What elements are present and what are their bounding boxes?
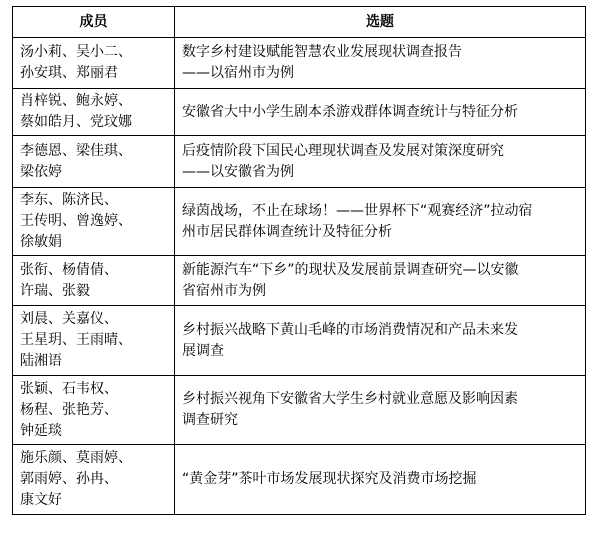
topic-cell: 安徽省大中小学生剧本杀游戏群体调查统计与特征分析 xyxy=(175,89,586,136)
members-cell: 肖梓锐、鲍永婷、 蔡如皓月、党玟娜 xyxy=(13,89,175,136)
table-row xyxy=(13,136,586,188)
members-cell: 李东、陈济民、 王传明、曾逸婷、 徐敏娟 xyxy=(13,188,175,256)
topic-cell: “黄金芽”茶叶市场发展现状探究及消费市场挖掘 xyxy=(175,445,586,515)
header-members: 成员 xyxy=(13,7,175,38)
members-cell: 李德恩、梁佳琪、 梁依婷 xyxy=(13,136,175,188)
table-row xyxy=(13,256,586,306)
members-cell: 施乐颜、莫雨婷、 郭雨婷、孙冉、 康文好 xyxy=(13,445,175,515)
topic-cell: 乡村振兴视角下安徽省大学生乡村就业意愿及影响因素 调查研究 xyxy=(175,376,586,445)
topic-cell: 新能源汽车“下乡”的现状及发展前景调查研究—以安徽 省宿州市为例 xyxy=(175,256,586,306)
members-cell: 刘晨、关嘉仪、 王星玥、王雨晴、 陆湘语 xyxy=(13,306,175,376)
table-header-row xyxy=(13,7,586,38)
table-row xyxy=(13,376,586,445)
table-row xyxy=(13,188,586,256)
members-cell: 张衔、杨倩倩、 许瑞、张毅 xyxy=(13,256,175,306)
table-row xyxy=(13,89,586,136)
table-row xyxy=(13,445,586,515)
table-row xyxy=(13,38,586,89)
topic-cell: 乡村振兴战略下黄山毛峰的市场消费情况和产品未来发 展调查 xyxy=(175,306,586,376)
topic-cell: 绿茵战场，不止在球场！——世界杯下“观赛经济”拉动宿 州市居民群体调查统计及特征分析 xyxy=(175,188,586,256)
members-cell: 张颖、石韦权、 杨程、张艳芳、 钟延琰 xyxy=(13,376,175,445)
table-row xyxy=(13,306,586,376)
topic-cell: 后疫情阶段下国民心理现状调查及发展对策深度研究 ——以安徽省为例 xyxy=(175,136,586,188)
members-cell: 汤小莉、吴小二、 孙安琪、郑丽君 xyxy=(13,38,175,89)
header-topic: 选题 xyxy=(175,7,586,38)
topics-table xyxy=(12,6,586,515)
topic-cell: 数字乡村建设赋能智慧农业发展现状调查报告 ——以宿州市为例 xyxy=(175,38,586,89)
